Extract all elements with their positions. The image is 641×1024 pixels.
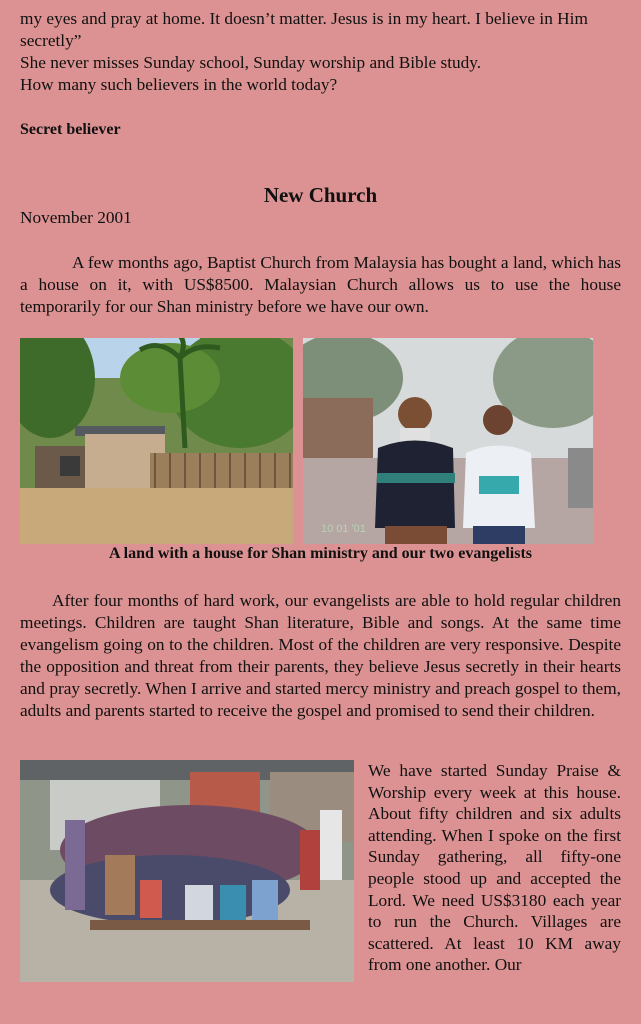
intro-line-3: How many such believers in the world today?	[20, 75, 338, 94]
page-title: New Church	[263, 183, 378, 207]
intro-text-block	[20, 8, 621, 96]
paragraph-children-meetings: After four months of hard work, our evangelists are able to hold regular children meetings. Children are taught Shan literature, Bible and songs. At the same time evangelism going on to the children. Most of the children are very responsive. Despite the opposition and threat from their parents, they believe Jesus secretly in their hearts and pray secretly. When I arrive and started mercy ministry and preach gospel to them, adults and parents started to receive the gospel and promised to send their children.	[20, 591, 621, 720]
paragraph-land-purchase: A few months ago, Baptist Church from Malaysia has bought a land, which has a house on it, with US$8500. Malaysian Church allows us to use the house temporarily for our Shan ministry before we have our own.	[20, 253, 621, 316]
photo-caption: A land with a house for Shan ministry and our two evangelists	[108, 545, 533, 562]
paragraph-sunday-worship: We have started Sunday Praise & Worship every week at this house. About fifty children and six adults attending. When I spoke on the first Sunday gathering, all fifty-one people stood up and accepted the Lord. We need US$3180 each year to run the Church. Villages are scattered. At least 10 KM away from one another. Our	[368, 761, 621, 975]
evangelists-photo	[303, 338, 593, 544]
congregation-group-photo	[20, 760, 354, 982]
intro-line-1: my eyes and pray at home. It doesn’t matter. Jesus is in my heart. I believe in Him secretly”	[20, 9, 588, 50]
section-label: Secret believer	[20, 121, 121, 138]
intro-line-2: She never misses Sunday school, Sunday worship and Bible study.	[20, 53, 482, 72]
date-line: November 2001	[20, 208, 132, 227]
photo-date-stamp: 10 01 '01	[321, 523, 366, 535]
land-house-photo	[20, 338, 293, 544]
